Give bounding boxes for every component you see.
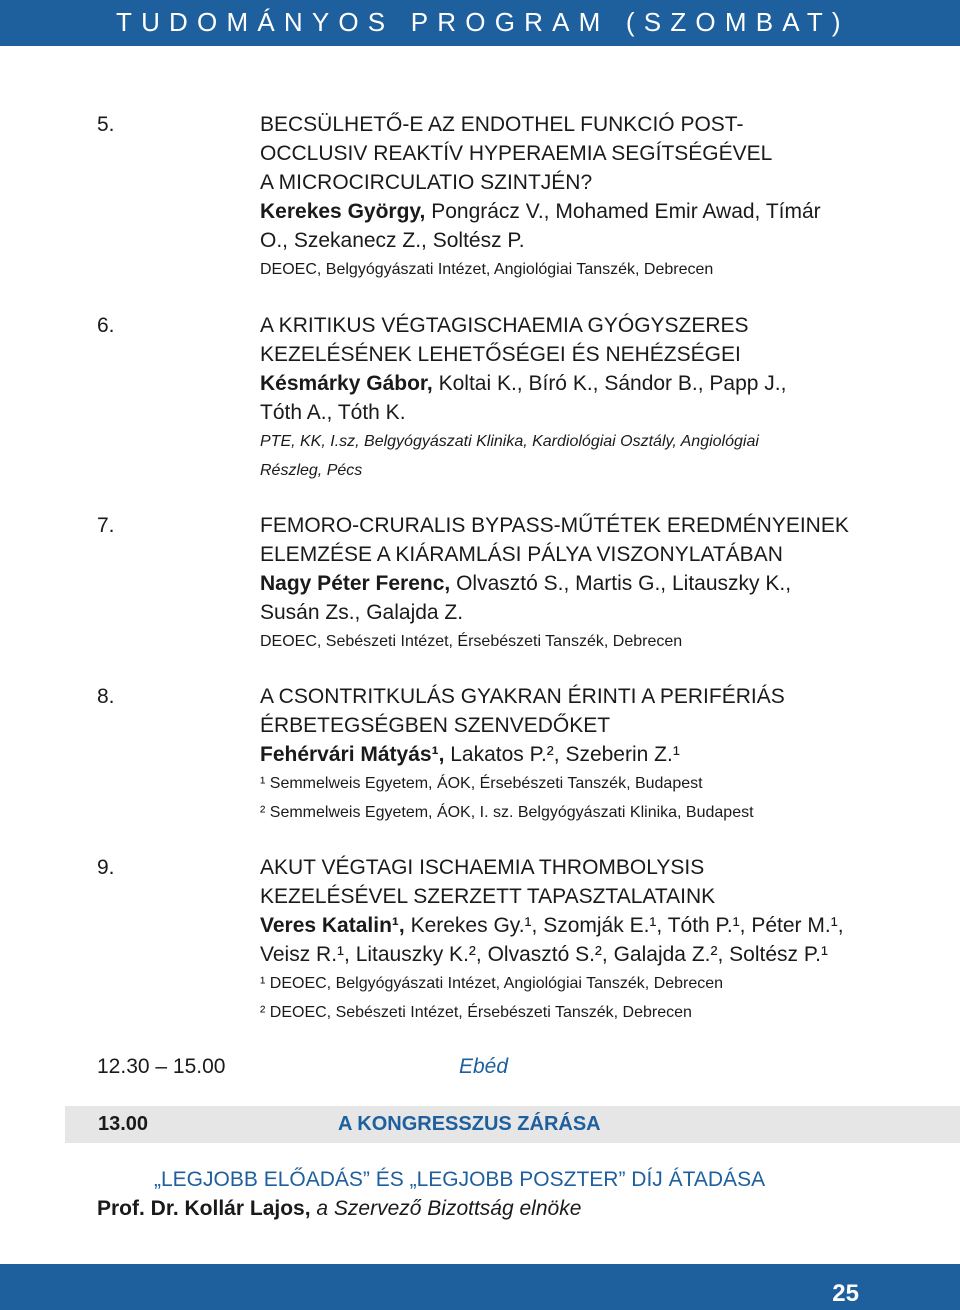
item-number: 6.	[97, 314, 115, 337]
item-title-line: A CSONTRITKULÁS GYAKRAN ÉRINTI A PERIFÉRIÁS	[260, 685, 785, 708]
page-footer	[0, 1264, 960, 1310]
co-authors: Koltai K., Bíró K., Sándor B., Papp J.,	[432, 372, 787, 395]
item-affiliation: ¹ DEOEC, Belgyógyászati Intézet, Angiológiai Tanszék, Debrecen	[260, 975, 724, 992]
item-number: 9.	[97, 856, 115, 879]
item-title-line: OCCLUSIV REAKTÍV HYPERAEMIA SEGÍTSÉGÉVEL	[260, 142, 773, 165]
item-title-line: KEZELÉSÉNEK LEHETŐSÉGEI ÉS NEHÉZSÉGEI	[260, 343, 741, 366]
header-title: TUDOMÁNYOS PROGRAM (SZOMBAT)	[116, 7, 850, 37]
item-title-line: KEZELÉSÉVEL SZERZETT TAPASZTALATAINK	[260, 885, 716, 908]
closing-time: 13.00	[98, 1113, 149, 1135]
item-authors	[260, 740, 880, 769]
closing-bar	[65, 1106, 960, 1143]
co-authors: Olvasztó S., Martis G., Litauszky K.,	[450, 572, 792, 595]
item-authors-cont: Tóth A., Tóth K.	[260, 401, 406, 424]
item-affiliation: DEOEC, Sebészeti Intézet, Érsebészeti Tanszék, Debrecen	[260, 633, 683, 650]
item-authors-cont: Veisz R.¹, Litauszky K.², Olvasztó S.², Galajda Z.², Soltész P.¹	[260, 943, 828, 966]
co-authors: Pongrácz V., Mohamed Emir Awad, Tímár	[425, 200, 821, 223]
item-authors	[260, 569, 880, 598]
item-affiliation: DEOEC, Belgyógyászati Intézet, Angiológiai Tanszék, Debrecen	[260, 261, 714, 278]
item-title-line: BECSÜLHETŐ-E AZ ENDOTHEL FUNKCIÓ POST-	[260, 113, 744, 136]
chair-role: a Szervező Bizottság elnöke	[310, 1197, 582, 1220]
item-title-line: AKUT VÉGTAGI ISCHAEMIA THROMBOLYSIS	[260, 856, 705, 879]
lunch-label: Ebéd	[459, 1055, 509, 1078]
co-authors: Kerekes Gy.¹, Szomják E.¹, Tóth P.¹, Péter M.¹,	[404, 914, 844, 937]
item-affiliation: ² Semmelweis Egyetem, ÁOK, I. sz. Belgyógyászati Klinika, Budapest	[260, 804, 754, 821]
presenting-author: Fehérvári Mátyás¹,	[260, 743, 445, 766]
item-authors	[260, 369, 880, 398]
chair-line	[97, 1197, 581, 1221]
item-number: 5.	[97, 113, 115, 136]
presenting-author: Késmárky Gábor,	[260, 372, 433, 395]
item-number: 8.	[97, 685, 115, 708]
item-title-line: A KRITIKUS VÉGTAGISCHAEMIA GYÓGYSZERES	[260, 314, 749, 337]
item-authors-cont: Susán Zs., Galajda Z.	[260, 601, 464, 624]
item-affiliation: ¹ Semmelweis Egyetem, ÁOK, Érsebészeti Tanszék, Budapest	[260, 775, 703, 792]
page-number: 25	[832, 1280, 859, 1307]
presenting-author: Nagy Péter Ferenc,	[260, 572, 451, 595]
item-affiliation: ² DEOEC, Sebészeti Intézet, Érsebészeti Tanszék, Debrecen	[260, 1004, 692, 1021]
item-authors-cont: O., Szekanecz Z., Soltész P.	[260, 229, 525, 252]
item-title-line: A MICROCIRCULATIO SZINTJÉN?	[260, 171, 593, 194]
award-ceremony: „LEGJOBB ELŐADÁS” ÉS „LEGJOBB POSZTER” DÍJ ÁTADÁSA	[154, 1168, 766, 1191]
item-title-line: ELEMZÉSE A KIÁRAMLÁSI PÁLYA VISZONYLATÁBAN	[260, 543, 783, 566]
item-title-line: ÉRBETEGSÉGBEN SZENVEDŐKET	[260, 714, 611, 737]
closing-label: A KONGRESSZUS ZÁRÁSA	[338, 1113, 601, 1135]
page-header	[0, 0, 960, 46]
item-number: 7.	[97, 514, 115, 537]
item-authors	[260, 197, 880, 226]
item-affiliation-cont: Részleg, Pécs	[260, 462, 363, 479]
presenting-author: Kerekes György,	[260, 200, 426, 223]
item-affiliation: PTE, KK, I.sz, Belgyógyászati Klinika, Kardiológiai Osztály, Angiológiai	[260, 433, 759, 450]
presenting-author: Veres Katalin¹,	[260, 914, 405, 937]
co-authors: Lakatos P.², Szeberin Z.¹	[444, 743, 680, 766]
item-authors	[260, 911, 880, 940]
item-title-line: FEMORO-CRURALIS BYPASS-MŰTÉTEK EREDMÉNYEINEK	[260, 514, 849, 537]
chair-name: Prof. Dr. Kollár Lajos,	[97, 1197, 311, 1220]
lunch-time: 12.30 – 15.00	[97, 1055, 226, 1078]
